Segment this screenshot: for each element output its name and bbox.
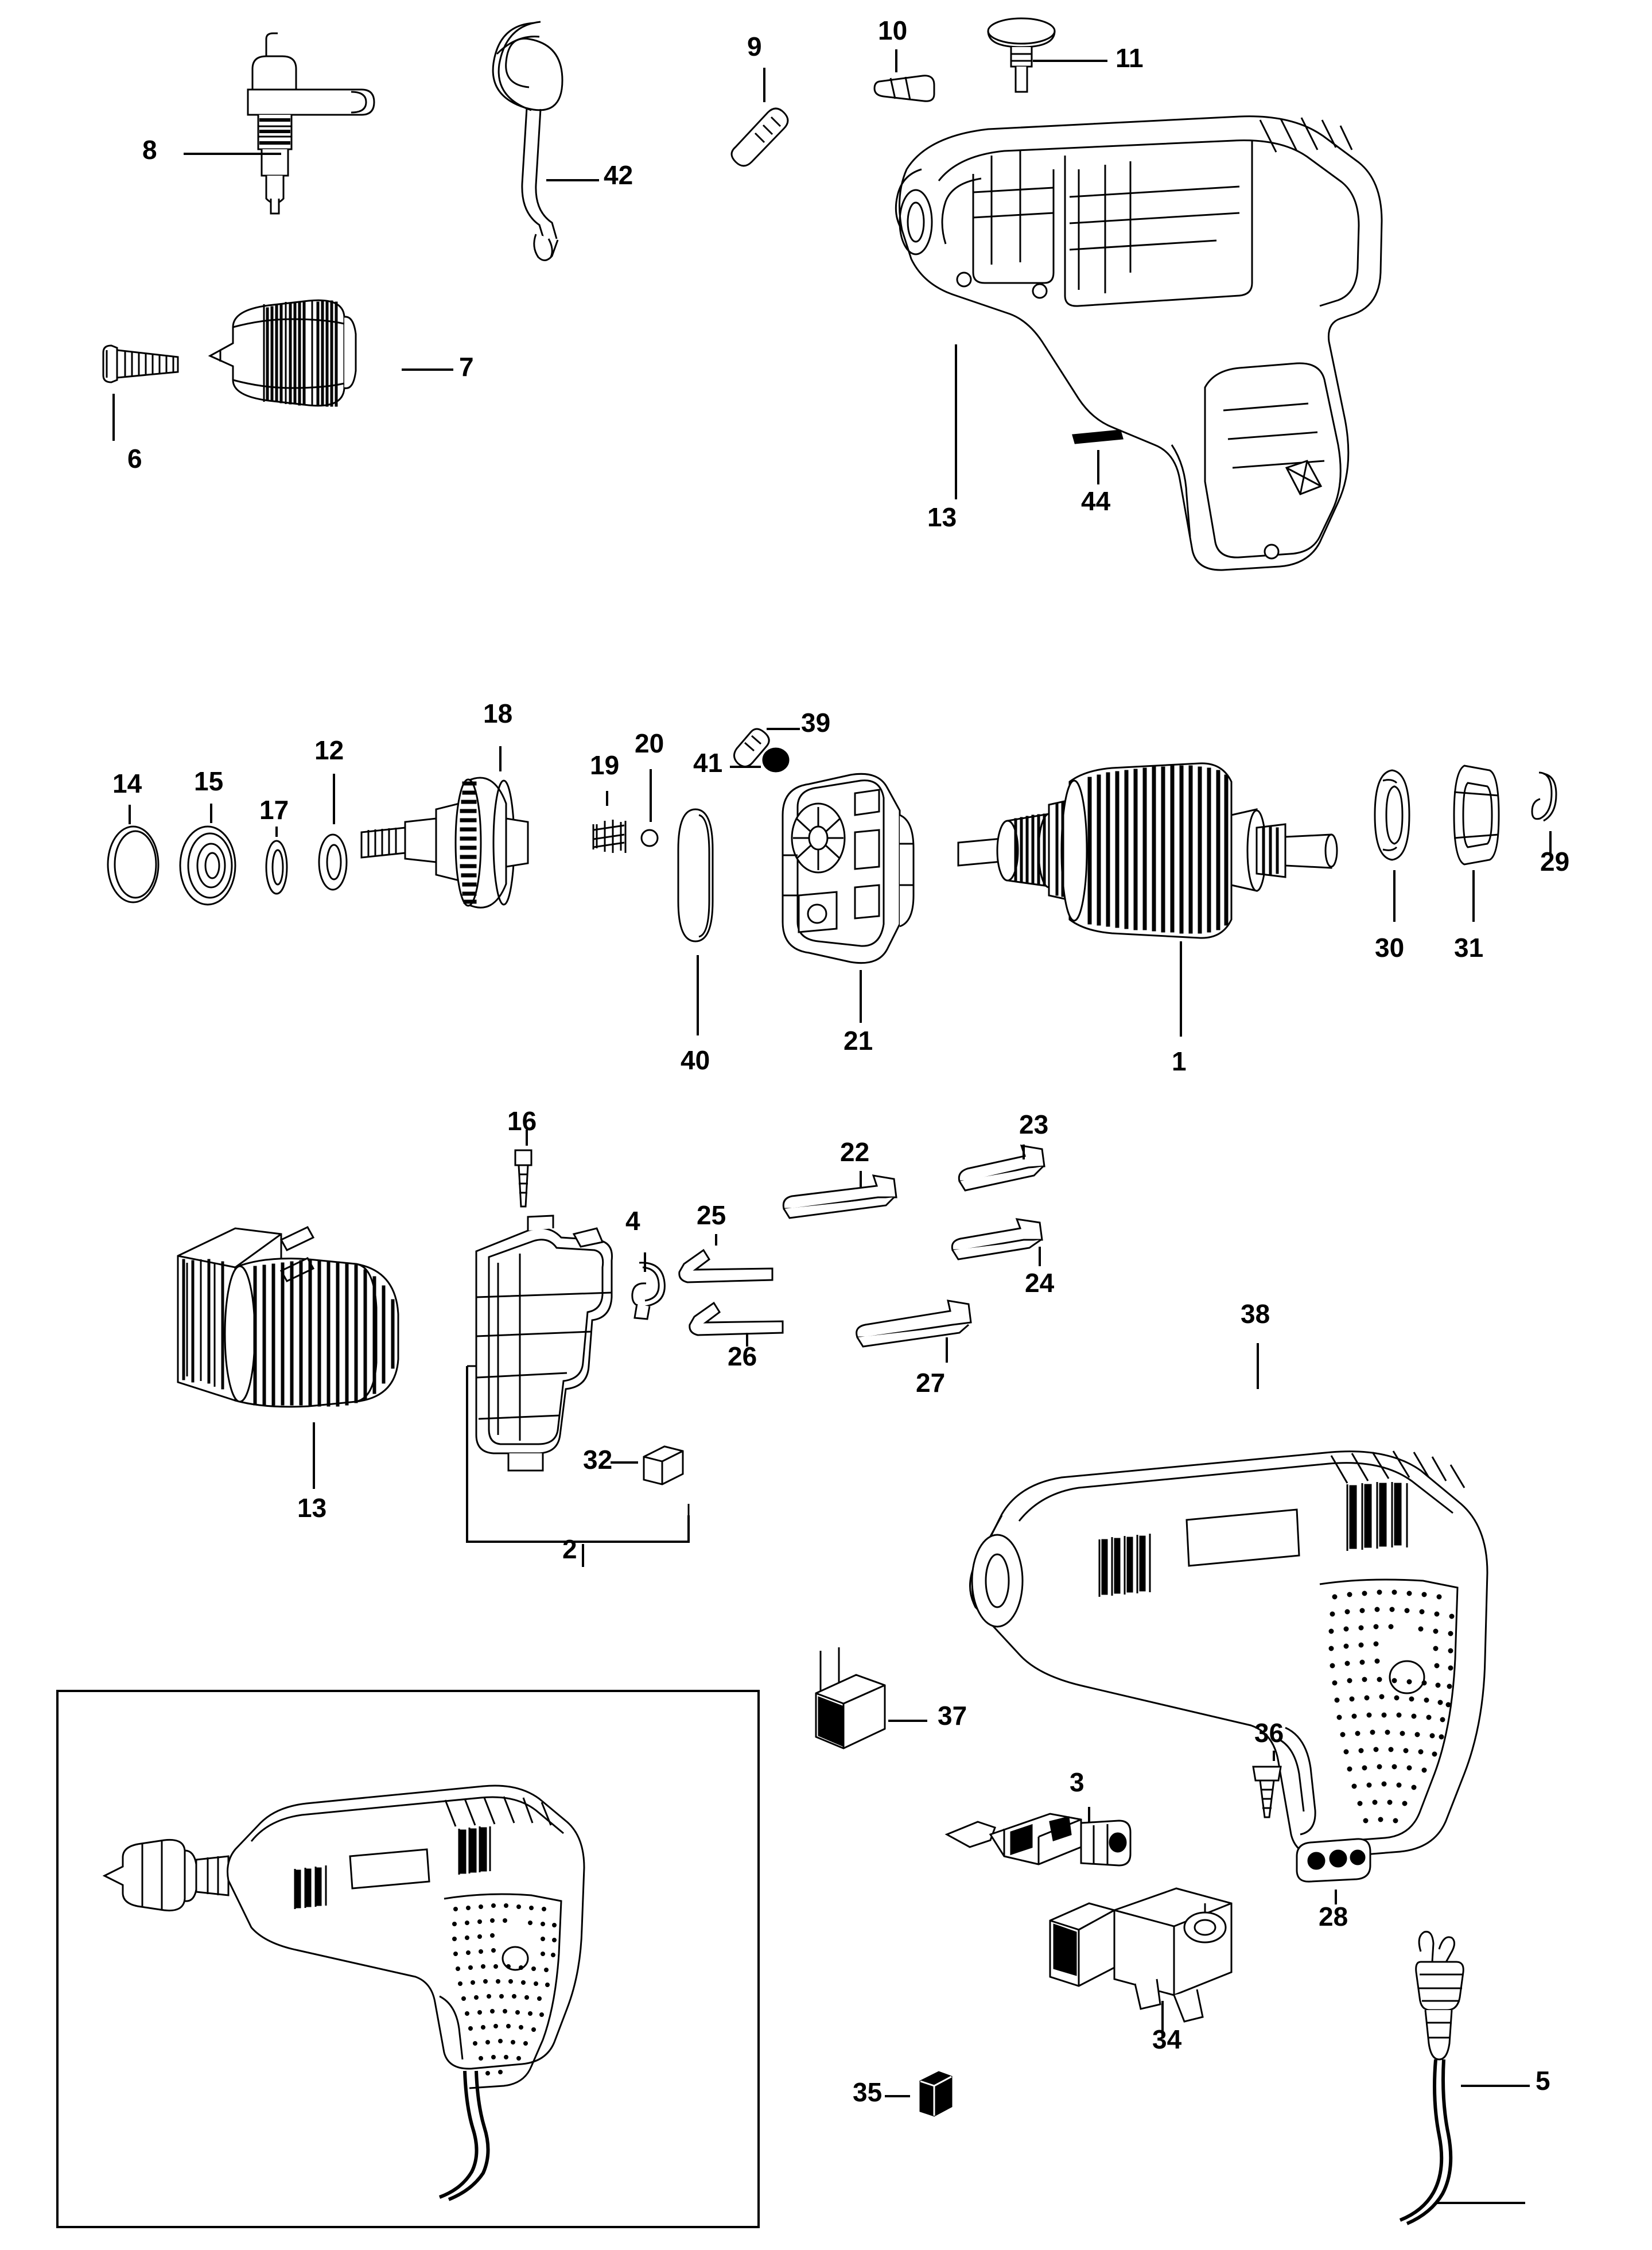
leader-34 — [885, 2095, 910, 2097]
callout-18: 18 — [483, 699, 513, 728]
part-lead-wire-24 — [946, 1217, 1078, 1280]
leader-14 — [129, 805, 131, 824]
part-depth-knob-11 — [975, 11, 1073, 98]
leader-6 — [112, 394, 115, 441]
callout-36: 28 — [1319, 1902, 1348, 1931]
callout-10: 10 — [878, 15, 908, 45]
leader-18 — [499, 746, 502, 771]
part-bearing-31 — [1435, 758, 1509, 872]
part-ball-bearing-15 — [166, 821, 252, 913]
leader-11 — [1033, 60, 1107, 62]
callout-35: 5 — [1536, 2066, 1550, 2096]
part-ball-20 — [633, 822, 668, 856]
callout-32: 2 — [562, 1534, 577, 1564]
part-bearing-30 — [1360, 763, 1429, 872]
leader-15 — [210, 804, 212, 823]
leader-28 — [1088, 1807, 1090, 1823]
callout-28: 3 — [1070, 1767, 1085, 1797]
part-gear-case-21 — [763, 752, 947, 993]
leader-32 — [582, 1544, 584, 1567]
callout-1: 1 — [1172, 1046, 1187, 1076]
callout-38: 37 — [938, 1701, 967, 1731]
callout-42: 42 — [604, 160, 633, 190]
leader-7 — [402, 368, 453, 371]
leader-42 — [546, 179, 599, 181]
leader-19 — [606, 791, 608, 806]
callout-37: 36 — [1254, 1718, 1284, 1748]
callout-12: 12 — [314, 735, 344, 765]
callout-4: 32 — [583, 1445, 613, 1475]
callout-6: 6 — [127, 444, 142, 474]
leader-21 — [860, 970, 862, 1023]
inset-assembled-drill — [93, 1727, 724, 2232]
leader-35 — [1461, 2085, 1530, 2087]
callout-3: 34 — [1152, 2024, 1182, 2054]
callout-13b: 38 — [1241, 1299, 1270, 1329]
callout-44: 44 — [1081, 486, 1111, 516]
leader-37 — [1273, 1751, 1275, 1761]
callout-19: 19 — [590, 750, 620, 780]
leader-13 — [955, 344, 957, 499]
leader-23 — [1023, 1145, 1025, 1159]
leader-27 — [946, 1337, 948, 1363]
callout-30: 30 — [1375, 933, 1405, 963]
part-key-holder-clip — [476, 11, 608, 281]
leader-5 — [1435, 2202, 1525, 2204]
callout-16: 16 — [507, 1106, 537, 1136]
part-chuck-key — [218, 34, 407, 235]
part-brush-holder-assembly-32 — [459, 1194, 700, 1555]
leader-20 — [650, 769, 652, 822]
part-screw-37 — [1239, 1755, 1308, 1830]
part-cord-clamp-36 — [1285, 1830, 1383, 1893]
callout-24: 24 — [1025, 1268, 1055, 1298]
callout-29: 29 — [1540, 847, 1570, 876]
callout-23: 23 — [1019, 1110, 1049, 1139]
leader-2 — [313, 1422, 315, 1489]
leader-33 — [644, 1252, 646, 1272]
leader-13b — [1257, 1343, 1259, 1389]
callout-41: 41 — [693, 748, 723, 778]
part-chuck-7 — [200, 281, 441, 425]
part-lead-wire-23 — [953, 1142, 1079, 1205]
callout-34: 35 — [853, 2077, 883, 2107]
part-cord-strain-relief-35 — [1366, 1929, 1538, 2239]
leader-10 — [895, 49, 897, 72]
leader-44 — [1097, 450, 1099, 484]
callout-40: 40 — [681, 1045, 710, 1075]
part-capacitor-34 — [910, 2064, 973, 2127]
part-pin-9 — [730, 98, 804, 166]
callout-13: 13 — [927, 502, 957, 532]
callout-25: 25 — [697, 1200, 726, 1230]
leader-12 — [333, 774, 335, 824]
callout-11: 11 — [1115, 43, 1144, 73]
callout-8: 8 — [142, 135, 157, 165]
part-spring-19 — [585, 804, 637, 867]
part-housing-half-13 — [838, 100, 1412, 577]
leader-40 — [697, 955, 699, 1035]
callout-7: 7 — [459, 352, 474, 382]
part-oring-14 — [98, 821, 172, 913]
callout-39: 39 — [801, 708, 831, 738]
callout-33: 4 — [625, 1206, 640, 1236]
part-washer-17 — [259, 835, 305, 904]
leader-24 — [1039, 1247, 1041, 1266]
part-retaining-ring-29 — [1518, 763, 1570, 832]
callout-21: 21 — [844, 1026, 873, 1056]
leader-4 — [611, 1461, 638, 1464]
part-field-2 — [166, 1187, 453, 1474]
callout-14: 14 — [112, 769, 142, 798]
part-armature-1 — [953, 740, 1354, 970]
leader-39 — [767, 728, 800, 730]
callout-26: 26 — [728, 1341, 757, 1371]
callout-20: 20 — [635, 728, 664, 758]
callout-31: 31 — [1454, 933, 1484, 963]
callout-9: 9 — [747, 32, 762, 61]
leader-1 — [1180, 941, 1182, 1037]
part-nameplate-44 — [1067, 425, 1136, 448]
callout-27: 27 — [916, 1368, 946, 1398]
leader-25 — [715, 1234, 717, 1246]
part-terminal-block-38 — [803, 1639, 924, 1766]
inset-assembled-drill-frame — [56, 1690, 760, 2228]
part-screw-16 — [500, 1142, 552, 1217]
callout-22: 22 — [840, 1137, 870, 1167]
part-gasket-40 — [663, 804, 732, 953]
callout-15: 15 — [194, 766, 224, 796]
leader-8 — [184, 153, 281, 155]
leader-22 — [860, 1171, 862, 1187]
part-spindle-gear-18 — [356, 746, 585, 941]
part-carbon-brush-4 — [632, 1435, 695, 1492]
leader-38 — [888, 1720, 927, 1722]
part-chuck-screw-6 — [92, 327, 195, 402]
callout-17: 17 — [259, 795, 289, 825]
leader-9 — [763, 68, 765, 102]
leader-31 — [1472, 870, 1475, 922]
part-lead-wire-22 — [776, 1171, 925, 1234]
callout-2: 13 — [297, 1493, 327, 1523]
leader-30 — [1393, 870, 1396, 922]
leader-17 — [275, 827, 278, 837]
